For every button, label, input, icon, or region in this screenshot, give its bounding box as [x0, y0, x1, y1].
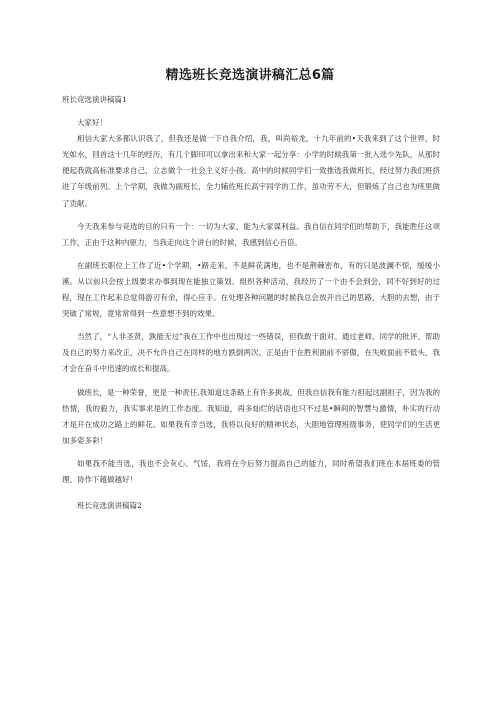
paragraph-purpose: 今天我来参与竞选的目的只有一个：一切为大家，能为大家谋利益。我自信在同学们的帮助下，我能胜任这项工作，正由于这种内驱力，当我走向这个讲台的时候，我感到信心百倍。	[62, 221, 440, 247]
paragraph-greeting: 大家好！	[77, 118, 107, 128]
paragraph-intro: 相信大家大多都认识我了，但我还是做一下自我介绍，我，叫尚裕龙，十九年前的•天我来到了这个世界，时光如水，回首这十几年的经历，有几个脚印可以拿出来和大家一起分享：小学的时候我第一批入选少先队，从那时便起我就高标准要求自己，立志做个一社会主义好小孩。高中的时候同学们一致推选我做班长，经过努力我们班挤进了年级前列。上个学期，我做为副班长，全力辅佐班长高宇同学的工作，虽功劳不大，但锻炼了自己也为班里做了贡献。	[62, 134, 440, 208]
document-title: 精选班长竞选演讲稿汇总6篇	[165, 68, 335, 83]
document-body	[62, 92, 440, 514]
paragraph-closing: 如果我不能当选，我也不会灰心、气馁，我将在今后努力提高自己的能力，同时希望我们班在本届班委的管理、协作下越做越好！	[62, 458, 440, 484]
section-heading-2: 班长竞选演讲稿篇2	[77, 501, 142, 511]
paragraph-responsibility: 做班长，是一种荣誉，更是一种责任,我知道这条路上有许多挑战，但我自信我有能力担起这副担子，因为我的热情，我的毅力，我实事求是的工作态度。我知道，再多灿烂的话语也只不过是•瞬间的智慧与激情，朴实的行动才是开在成功之路上的鲜花。如果我有幸当选，我将以良好的精神状态，大胆地管理班级事务，使同学们的生活更加多姿多彩！	[62, 387, 440, 445]
paragraph-experience: 在副班长职位上工作了近•个学期，•路走来，不是鲜花满地，也不是荆棘密布，有的只是波澜不惊，缓缓小溪。从以前只会按上级要求办事到现在能独立策划、组织各种活动，我经历了一个由不会到会，同不好到好的过程，现在工作起来总觉得游刃有余，得心应手。在处理各种问题的时候我总会放开自己的思路，大胆的去想，由于突破了常规，竟常常得到一些意想不到的效果。	[62, 260, 440, 319]
paragraph-mistakes: 当然了，“人非圣贤，孰能无过”我在工作中也出现过一些错误，但我敢于面对。通过老师、同学的批评、帮助及自己的努力来改正，决不允许自己在同样的地方跌倒两次。正是由于在胜利面前不骄傲，在失败面前不低头，我才会在奋斗中迅速的成长和提高。	[62, 332, 440, 374]
section-heading-1: 班长竞选演讲稿篇1	[62, 95, 127, 104]
